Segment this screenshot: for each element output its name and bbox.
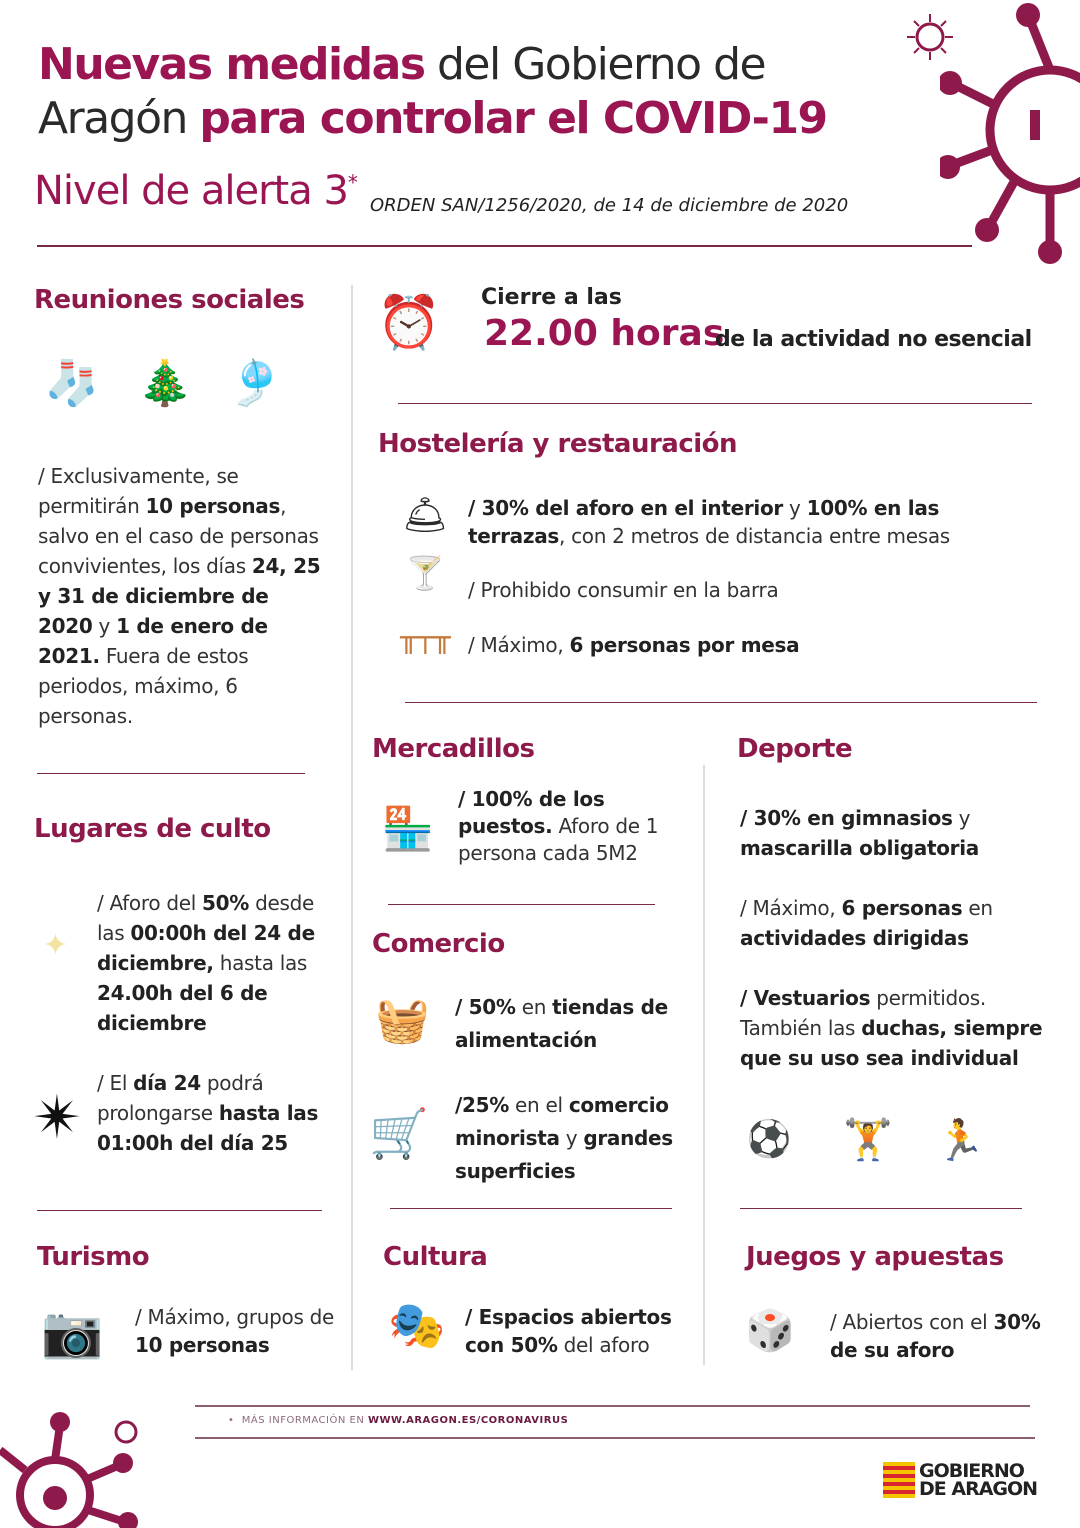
- divider: [398, 403, 1032, 404]
- bold-text: /25%: [455, 1093, 509, 1117]
- section-title-comercio: Comercio: [372, 929, 505, 959]
- title-rest: del Gobierno de: [424, 39, 766, 90]
- text: , con 2 metros de distancia entre mesas: [559, 524, 950, 548]
- bold-text: 00:00h del 24 de diciembre,: [97, 921, 315, 975]
- bold-text: / Vestuarios: [740, 986, 871, 1010]
- text: y: [952, 806, 971, 830]
- deporte-text-3: [740, 983, 1060, 1073]
- market-stall-icon: 🏪: [381, 804, 435, 853]
- divider: [388, 904, 655, 905]
- bold-text: 24, 25 y 31 de diciembre de 2020: [38, 554, 321, 638]
- text: / Máximo,: [740, 896, 842, 920]
- shopping-cart-icon: 🛒: [369, 1105, 429, 1162]
- camera-icon: 📷: [41, 1303, 104, 1361]
- poker-chips-icon: 🎲: [745, 1307, 795, 1354]
- title-line2-plain: Aragón: [38, 93, 200, 144]
- text: / Aforo del: [97, 891, 203, 915]
- text: desde las: [97, 891, 315, 945]
- cierre-hour: 22.00 horas: [484, 313, 725, 354]
- title-line2-bold: para controlar el COVID-19: [199, 93, 827, 144]
- virus-decoration-bottom-icon: [0, 1410, 150, 1528]
- bold-text: 10 personas: [145, 494, 281, 518]
- bold-text: 50%: [202, 891, 250, 915]
- bold-text: 100% en las terrazas: [468, 496, 940, 548]
- culto-text-2: [97, 1068, 347, 1158]
- bold-text: tiendas de alimentación: [455, 995, 668, 1052]
- text: y: [783, 496, 807, 520]
- text: y: [92, 614, 117, 638]
- text: / Máximo,: [468, 633, 570, 657]
- alert-level-mark: *: [347, 170, 357, 195]
- theater-masks-icon: 🎭: [388, 1298, 446, 1352]
- more-info: [228, 1415, 568, 1426]
- page-title: [38, 38, 918, 146]
- text: / Máximo, grupos de: [135, 1305, 335, 1329]
- reuniones-text: [38, 461, 323, 731]
- weightlifter-icon: 🏋: [843, 1117, 893, 1163]
- alert-level: [34, 168, 357, 214]
- text: Fuera de estos periodos, máximo, 6 personas.: [38, 644, 249, 728]
- grocery-basket-icon: 🧺: [375, 995, 430, 1046]
- text: permitidos. También las: [740, 986, 986, 1040]
- divider: [37, 245, 972, 247]
- section-title-juegos: Juegos y apuestas: [746, 1242, 1004, 1272]
- turismo-text: [135, 1303, 345, 1359]
- text: y: [559, 1126, 584, 1150]
- bold-text: 10 personas: [135, 1333, 270, 1357]
- bold-text: 24.00h del 6 de diciembre: [97, 981, 268, 1035]
- bold-text: actividades dirigidas: [740, 926, 969, 950]
- christmas-tree-icon: 🎄: [137, 357, 193, 409]
- bold-text: mascarilla obligatoria: [740, 836, 979, 860]
- cierre-lead: Cierre a las: [481, 285, 622, 310]
- more-info-prefix: MÁS INFORMACIÓN EN: [241, 1415, 368, 1426]
- star-icon: ✴: [32, 1082, 83, 1153]
- column-divider: [351, 285, 353, 1370]
- soccer-ball-icon: ⚽: [746, 1119, 792, 1160]
- text: en: [515, 995, 553, 1019]
- text: , salvo en el caso de personas convivientes, los días: [38, 494, 319, 578]
- section-title-cultura: Cultura: [383, 1242, 488, 1272]
- hosteleria-row-1: [468, 494, 1038, 550]
- text: / Exclusivamente, se permitirán: [38, 464, 239, 518]
- divider: [195, 1437, 1035, 1439]
- section-title-mercadillos: Mercadillos: [372, 734, 535, 764]
- section-title-turismo: Turismo: [37, 1242, 150, 1272]
- deporte-text-1: [740, 803, 1040, 863]
- bold-text: / 100% de los puestos.: [458, 787, 605, 838]
- column-divider: [703, 765, 705, 1365]
- cloche-icon: 🛎: [402, 495, 448, 536]
- gobierno-aragon-logo: [883, 1462, 1037, 1498]
- stocking-icon: 🧦: [44, 357, 100, 409]
- bold-text: 6 personas por mesa: [569, 633, 800, 657]
- divider: [405, 702, 1037, 703]
- text: / Prohibido consumir en la barra: [468, 578, 779, 602]
- ornaments-icon: 🎐: [227, 357, 283, 409]
- juegos-text: [830, 1308, 1050, 1364]
- bold-text: comercio minorista: [455, 1093, 669, 1150]
- bold-text: / Espacios abiertos con 50%: [465, 1305, 672, 1357]
- bold-text: día 24: [133, 1071, 201, 1095]
- hosteleria-row-3: [468, 630, 1028, 660]
- bold-text: grandes superficies: [455, 1126, 673, 1183]
- bold-text: 6 personas: [841, 896, 963, 920]
- cultura-text: [465, 1303, 700, 1359]
- section-title-reuniones: Reuniones sociales: [34, 285, 305, 315]
- text: podrá prolongarse: [97, 1071, 264, 1125]
- cierre-rest: de la actividad no esencial: [715, 327, 1032, 352]
- text: en el: [508, 1093, 569, 1117]
- cocktail-icon: 🍸: [405, 553, 445, 592]
- alert-level-text: Nivel de alerta 3: [34, 168, 348, 214]
- text: Aforo de 1 persona cada 5M2: [458, 814, 659, 865]
- title-bold: Nuevas medidas: [38, 39, 425, 90]
- comercio-row-2: [455, 1089, 700, 1188]
- virus-decoration-icon: [940, 0, 1080, 270]
- divider: [195, 1405, 1030, 1407]
- runner-icon: 🏃: [935, 1117, 985, 1164]
- more-info-link[interactable]: WWW.ARAGON.ES/CORONAVIRUS: [368, 1415, 569, 1426]
- bold-text: 1 de enero de 2021.: [38, 614, 268, 668]
- section-title-culto: Lugares de culto: [34, 814, 271, 844]
- divider: [390, 1208, 672, 1209]
- bold-text: / 30% en gimnasios: [740, 806, 953, 830]
- alarm-clock-icon: ⏰: [376, 292, 442, 353]
- bold-text: / 50%: [455, 995, 516, 1019]
- logo-line-2: DE ARAGON: [919, 1478, 1038, 1500]
- culto-text-1: [97, 888, 347, 1038]
- divider: [37, 1210, 322, 1211]
- bullet: •: [228, 1415, 242, 1426]
- bold-text: hasta las 01:00h del día 25: [97, 1101, 319, 1155]
- section-title-deporte: Deporte: [737, 734, 853, 764]
- table-chairs-icon: ╥┬╥: [400, 620, 451, 654]
- text: / El: [97, 1071, 134, 1095]
- text: / Abiertos con el: [830, 1310, 994, 1334]
- order-reference: ORDEN SAN/1256/2020, de 14 de diciembre de 2020: [370, 195, 849, 216]
- aragon-flag-icon: [883, 1462, 915, 1498]
- divider: [37, 773, 305, 774]
- mercadillos-text: [458, 786, 688, 867]
- comercio-row-1: [455, 991, 695, 1057]
- bold-text: / 30% del aforo en el interior: [468, 496, 783, 520]
- bold-text: duchas, siempre que su uso sea individual: [740, 1016, 1043, 1070]
- sparkle-icon: ✦: [42, 927, 69, 963]
- text: en: [962, 896, 993, 920]
- bold-text: 30% de su aforo: [830, 1310, 1041, 1362]
- logo-line-1: GOBIERNO: [919, 1460, 1024, 1482]
- text: hasta las: [213, 951, 308, 975]
- text: del aforo: [557, 1333, 650, 1357]
- hosteleria-row-2: [468, 575, 1028, 605]
- deporte-text-2: [740, 893, 1040, 953]
- divider: [740, 1208, 1022, 1209]
- section-title-hosteleria: Hostelería y restauración: [378, 429, 738, 459]
